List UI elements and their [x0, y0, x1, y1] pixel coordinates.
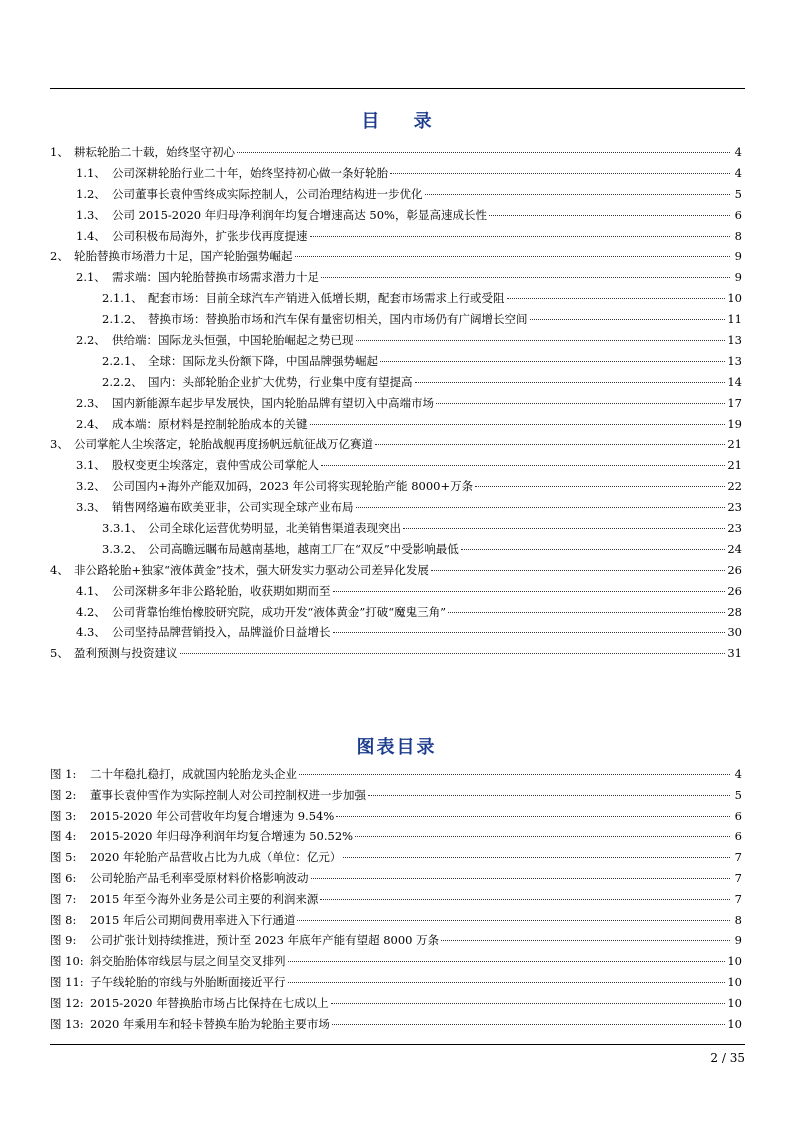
- toc-entry[interactable]: [50, 267, 742, 288]
- toc-entry-title: 公司坚持品牌营销投入，品牌溢价日益增长: [112, 625, 331, 640]
- figure-entry-title: 2015-2020 年替换胎市场占比保持在七成以上: [90, 995, 329, 1010]
- toc-entry-number: 2、: [50, 249, 69, 264]
- toc-entry-page: 24: [727, 541, 742, 556]
- figure-entry-title: 2015-2020 年公司营收年均复合增速为 9.54%: [90, 808, 335, 823]
- toc-entry-page: 30: [727, 625, 742, 640]
- figure-entry-number: 图 11:: [50, 974, 84, 989]
- figure-entry-title: 斜交胎胎体帘线层与层之间呈交叉排列: [90, 954, 286, 969]
- dot-leader: [321, 465, 725, 466]
- dot-leader: [390, 173, 730, 174]
- toc-entry[interactable]: [50, 351, 742, 372]
- toc-entry-page: 21: [727, 437, 742, 452]
- toc-entry-number: 1.4、: [76, 228, 106, 243]
- figure-entry-page: 7: [734, 870, 742, 885]
- toc-entry[interactable]: [50, 434, 742, 455]
- figure-list-heading: 图表目录: [356, 737, 437, 758]
- figure-entry-title: 董事长袁仲雪作为实际控制人对公司控制权进一步加强: [90, 787, 366, 802]
- toc-entry[interactable]: [50, 246, 742, 267]
- figure-entry-page: 8: [734, 912, 742, 927]
- dot-leader: [180, 653, 726, 654]
- figure-entry[interactable]: [50, 951, 742, 972]
- toc-entry-title: 公司深耕轮胎行业二十年，始终坚持初心做一条好轮胎: [112, 165, 388, 180]
- figure-entry-number: 图 5:: [50, 850, 77, 865]
- toc-entry-title: 公司积极布局海外，扩张步伐再度提速: [112, 228, 308, 243]
- figure-entry-number: 图 13:: [50, 1016, 84, 1031]
- figure-entry-page: 10: [727, 974, 742, 989]
- figure-entry-page: 5: [734, 787, 742, 802]
- toc-entry-title: 公司掌舵人尘埃落定，轮胎战舰再度扬帆远航征战万亿赛道: [74, 437, 373, 452]
- toc-entry-page: 28: [727, 604, 742, 619]
- toc-entry-title: 需求端：国内轮胎替换市场需求潜力十足: [112, 270, 319, 285]
- toc-entry-number: 3、: [50, 437, 69, 452]
- toc-entry-page: 9: [734, 249, 742, 264]
- figure-entry-page: 10: [727, 954, 742, 969]
- figure-entry[interactable]: [50, 806, 742, 827]
- toc-entry-title: 全球：国际龙头份额下降，中国品牌强势崛起: [148, 353, 378, 368]
- toc-entry-number: 5、: [50, 646, 69, 661]
- dot-leader: [343, 857, 730, 858]
- figure-entry[interactable]: [50, 847, 742, 868]
- toc-entry-page: 26: [727, 583, 742, 598]
- toc-entry[interactable]: [50, 539, 742, 560]
- toc-entry-number: 2.2.1、: [102, 353, 143, 368]
- figure-entry[interactable]: [50, 930, 742, 951]
- dot-leader: [507, 298, 726, 299]
- figure-entry-number: 图 6:: [50, 870, 77, 885]
- toc-entry-number: 4.3、: [76, 625, 106, 640]
- toc-entry-number: 1.1、: [76, 165, 106, 180]
- dot-leader: [368, 795, 730, 796]
- toc-entry-number: 3.2、: [76, 479, 106, 494]
- toc-entry[interactable]: [50, 518, 742, 539]
- toc-entry-page: 13: [727, 353, 742, 368]
- dot-leader: [299, 774, 730, 775]
- figure-entry-number: 图 3:: [50, 808, 77, 823]
- dot-leader: [441, 940, 730, 941]
- toc-entry-title: 公司董事长袁仲雪终成实际控制人，公司治理结构进一步优化: [112, 186, 423, 201]
- dot-leader: [332, 1024, 725, 1025]
- dot-leader: [403, 528, 725, 529]
- toc-entry-page: 4: [734, 145, 742, 159]
- figure-list: [50, 764, 742, 1034]
- toc-entry-number: 2.1.1、: [102, 291, 143, 306]
- toc-entry-title: 公司深耕多年非公路轮胎，收获期如期而至: [112, 583, 331, 598]
- toc-entry-number: 4、: [50, 562, 69, 577]
- dot-leader: [425, 194, 731, 195]
- toc-entry-page: 22: [727, 479, 742, 494]
- toc-entry[interactable]: [50, 163, 742, 184]
- dot-leader: [237, 152, 730, 153]
- toc-entry-number: 3.3、: [76, 500, 106, 515]
- dot-leader: [333, 632, 726, 633]
- figure-entry[interactable]: [50, 910, 742, 931]
- figure-entry-title: 2020 年乘用车和轻卡替换车胎为轮胎主要市场: [90, 1016, 330, 1031]
- toc-entry[interactable]: [50, 602, 742, 623]
- toc-entry[interactable]: [50, 560, 742, 581]
- toc-entry-page: 31: [727, 646, 742, 661]
- figure-entry-title: 2015 年至今海外业务是公司主要的利润来源: [90, 891, 319, 906]
- dot-leader: [380, 361, 725, 362]
- figure-entry-page: 7: [734, 891, 742, 906]
- toc-entry-title: 国内：头部轮胎企业扩大优势，行业集中度有望提高: [148, 374, 413, 389]
- toc-entry-number: 4.1、: [76, 583, 106, 598]
- figure-entry[interactable]: [50, 1014, 742, 1035]
- figure-entry-page: 10: [727, 1016, 742, 1031]
- figure-entry-page: 9: [734, 933, 742, 948]
- toc-entry-page: 23: [727, 521, 742, 536]
- toc-entry-title: 配套市场：目前全球汽车产销进入低增长期，配套市场需求上行或受阻: [148, 291, 505, 306]
- dot-leader: [288, 961, 726, 962]
- toc-entry-title: 公司高瞻远瞩布局越南基地，越南工厂在“双反”中受影响最低: [148, 541, 459, 556]
- toc-entry[interactable]: [50, 142, 742, 163]
- figure-entry-title: 2015-2020 年归母净利润年均复合增速为 50.52%: [90, 829, 354, 844]
- dot-leader: [436, 403, 725, 404]
- dot-leader: [431, 570, 725, 571]
- toc-entry-page: 4: [734, 165, 742, 180]
- toc-entry-page: 5: [734, 186, 742, 201]
- dot-leader: [475, 486, 725, 487]
- figure-entry-page: 4: [734, 767, 742, 781]
- dot-leader: [356, 340, 726, 341]
- header-rule: [50, 88, 745, 89]
- dot-leader: [530, 319, 726, 320]
- toc-entry[interactable]: [50, 226, 742, 247]
- dot-leader: [331, 1003, 726, 1004]
- dot-leader: [310, 236, 731, 237]
- toc-entry-number: 2.2、: [76, 333, 106, 348]
- toc-entry[interactable]: [50, 497, 742, 518]
- figure-entry-title: 子午线轮胎的帘线与外胎断面接近平行: [90, 974, 286, 989]
- footer-rule: [50, 1044, 745, 1045]
- figure-entry-number: 图 2:: [50, 787, 77, 802]
- toc-entry-page: 14: [727, 374, 742, 389]
- toc-entry-title: 公司全球化运营优势明显，北美销售渠道表现突出: [148, 521, 401, 536]
- figure-entry[interactable]: [50, 826, 742, 847]
- toc-entry-page: 26: [727, 562, 742, 577]
- toc-entry[interactable]: [50, 330, 742, 351]
- dot-leader: [336, 816, 730, 817]
- dot-leader: [321, 277, 730, 278]
- figure-entry-title: 二十年稳扎稳打，成就国内轮胎龙头企业: [90, 767, 297, 781]
- dot-leader: [311, 878, 731, 879]
- figure-entry[interactable]: [50, 889, 742, 910]
- figure-entry-number: 图 4:: [50, 829, 77, 844]
- toc-entry-title: 成本端：原材料是控制轮胎成本的关键: [112, 416, 308, 431]
- figure-entry-number: 图 1:: [50, 767, 77, 781]
- figure-entry-number: 图 7:: [50, 891, 77, 906]
- figure-entry[interactable]: [50, 764, 742, 785]
- toc-entry[interactable]: [50, 288, 742, 309]
- toc-entry-title: 替换市场：替换胎市场和汽车保有量密切相关，国内市场仍有广阔增长空间: [148, 312, 528, 327]
- toc-entry[interactable]: [50, 184, 742, 205]
- page-indicator: 2 / 35: [710, 1051, 745, 1065]
- toc-entry-title: 股权变更尘埃落定，袁仲雪成公司掌舵人: [112, 458, 319, 473]
- figure-entry-page: 7: [734, 850, 742, 865]
- dot-leader: [288, 982, 726, 983]
- toc-entry-title: 公司国内+海外产能双加码，2023 年公司将实现轮胎产能 8000+万条: [112, 479, 474, 494]
- toc-entry-title: 轮胎替换市场潜力十足，国产轮胎强势崛起: [74, 249, 293, 264]
- toc-entry-page: 13: [727, 333, 742, 348]
- toc-entry-page: 9: [734, 270, 742, 285]
- figure-entry-number: 图 10:: [50, 954, 84, 969]
- toc-entry-page: 11: [727, 312, 742, 327]
- dot-leader: [489, 215, 730, 216]
- figure-entry[interactable]: [50, 785, 742, 806]
- toc-entry-number: 2.4、: [76, 416, 106, 431]
- figure-entry-page: 6: [734, 829, 742, 844]
- dot-leader: [355, 836, 730, 837]
- toc-entry-number: 2.3、: [76, 395, 106, 410]
- toc-heading: 目 录: [361, 111, 446, 132]
- toc-entry-title: 公司背靠怡维怡橡胶研究院，成功开发“液体黄金”打破“魔鬼三角”: [112, 604, 447, 619]
- figure-entry-number: 图 8:: [50, 912, 77, 927]
- dot-leader: [320, 899, 730, 900]
- toc-entry[interactable]: [50, 414, 742, 435]
- figure-entry-page: 10: [727, 995, 742, 1010]
- toc-entry[interactable]: [50, 476, 742, 497]
- toc-entry-title: 盈利预测与投资建议: [74, 646, 178, 661]
- figure-entry-title: 2020 年轮胎产品营收占比为九成（单位：亿元）: [90, 850, 342, 865]
- toc-entry[interactable]: [50, 205, 742, 226]
- toc-entry-number: 1.3、: [76, 207, 106, 222]
- toc-entry-title: 销售网络遍布欧美亚非，公司实现全球产业布局: [112, 500, 354, 515]
- toc-entry-title: 非公路轮胎+独家“液体黄金”技术，强大研发实力驱动公司差异化发展: [74, 562, 429, 577]
- toc-entry-number: 2.1.2、: [102, 312, 143, 327]
- figure-entry-title: 公司扩张计划持续推进，预计至 2023 年底年产能有望超 8000 万条: [90, 933, 440, 948]
- toc-entry-number: 3.3.1、: [102, 521, 143, 536]
- toc-entry-title: 国内新能源车起步早发展快，国内轮胎品牌有望切入中高端市场: [112, 395, 434, 410]
- toc-entry-page: 6: [734, 207, 742, 222]
- toc-entry-number: 2.1、: [76, 270, 106, 285]
- toc-entry-page: 10: [727, 291, 742, 306]
- toc-entry-page: 23: [727, 500, 742, 515]
- dot-leader: [295, 256, 731, 257]
- dot-leader: [356, 507, 726, 508]
- dot-leader: [461, 549, 726, 550]
- dot-leader: [415, 382, 726, 383]
- dot-leader: [333, 591, 726, 592]
- dot-leader: [310, 424, 726, 425]
- figure-entry[interactable]: [50, 972, 742, 993]
- toc-entry-number: 3.1、: [76, 458, 106, 473]
- dot-leader: [448, 612, 725, 613]
- toc-entry-page: 17: [727, 395, 742, 410]
- toc-entry-number: 4.2、: [76, 604, 106, 619]
- toc-entry-number: 2.2.2、: [102, 374, 143, 389]
- toc-entry[interactable]: [50, 581, 742, 602]
- figure-entry[interactable]: [50, 993, 742, 1014]
- figure-entry-page: 6: [734, 808, 742, 823]
- toc-entry[interactable]: [50, 643, 742, 664]
- toc-entry-number: 3.3.2、: [102, 541, 143, 556]
- figure-entry[interactable]: [50, 868, 742, 889]
- toc-entry-number: 1、: [50, 145, 69, 159]
- figure-entry-title: 公司轮胎产品毛利率受原材料价格影响波动: [90, 870, 309, 885]
- figure-entry-title: 2015 年后公司期间费用率进入下行通道: [90, 912, 296, 927]
- toc-entry-page: 21: [727, 458, 742, 473]
- toc-entry[interactable]: [50, 372, 742, 393]
- toc-entry-title: 耕耘轮胎二十载，始终坚守初心: [74, 145, 235, 159]
- figure-entry-number: 图 12:: [50, 995, 84, 1010]
- toc-entry[interactable]: [50, 455, 742, 476]
- toc-entry[interactable]: [50, 622, 742, 643]
- dot-leader: [297, 920, 730, 921]
- toc-entry-number: 1.2、: [76, 186, 106, 201]
- toc-entry-title: 公司 2015-2020 年归母净利润年均复合增速高达 50%，彰显高速成长性: [112, 207, 487, 222]
- toc-entry-page: 8: [734, 228, 742, 243]
- toc-entry-page: 19: [727, 416, 742, 431]
- toc-entry[interactable]: [50, 393, 742, 414]
- toc-list: [50, 142, 742, 664]
- dot-leader: [375, 444, 725, 445]
- figure-entry-number: 图 9:: [50, 933, 77, 948]
- toc-entry-title: 供给端：国际龙头恒强，中国轮胎崛起之势已现: [112, 333, 354, 348]
- toc-entry[interactable]: [50, 309, 742, 330]
